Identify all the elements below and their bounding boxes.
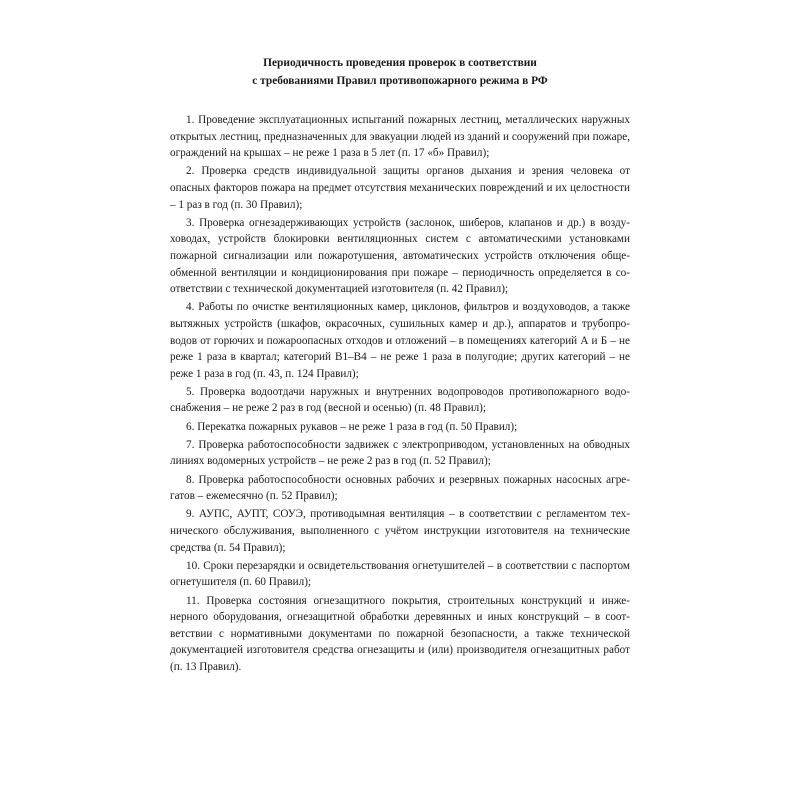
list-item-2: 2. Проверка средств индивидуальной защиты органов дыхания и зрения человека от опасных факторов пожара на предмет отсутствия механических повреждений и их целостности – 1 раз в год (п. 30 Правил); [170, 165, 630, 211]
list-item-10: 10. Сроки перезарядки и освидетельствования огнетушителей – в соответствии с паспортом огнетушителя (п. 60 Правил); [170, 559, 630, 589]
document-page [170, 54, 630, 677]
list-item-5: 5. Проверка водоотдачи наружных и внутренних водопроводов противопожарного водоснабжения – не реже 2 раз в год (весной и осенью) (п. 48 Правил); [170, 385, 630, 415]
list-item-7: 7. Проверка работоспособности задвижек с электроприводом, установленных на обводных линиях водомерных устройств – не реже 2 раз в год (п. 52 Правил); [170, 438, 630, 468]
list-item-3: 3. Проверка огнезадерживающих устройств (заслонок, шиберов, клапанов и др.) в воздуховодах, устройств блокировки вентиляционных систем с автоматическими установками пожарной сигнализации или пожаротушения, автоматических устройств отключения общеобменной вентиляции и кондиционирования при пожаре – периодичность определяется в соответствии с технической документацией изготовителя (п. 42 Правил); [170, 216, 630, 296]
title-line-2: с требованиями Правил противопожарного режима в РФ [252, 75, 548, 87]
list-item-4: 4. Работы по очистке вентиляционных камер, циклонов, фильтров и воздуховодов, а также вытяжных устройств (шкафов, окрасочных, сушильных камер и др.), аппаратов и трубопроводов от горючих и пожароопасных отходов и отложений – в помещениях категорий А и Б – не реже 1 раза в квартал; категорий В1–В4 – не реже 1 раза в полугодие; других категорий – не реже 1 раза в год (п. 43, п. 124 Правил); [170, 301, 630, 380]
document-title [170, 54, 630, 90]
list-item-11: 11. Проверка состояния огнезащитного покрытия, строительных конструкций и инженерного оборудования, огнезащитной обработки деревянных и иных конструкций – в соответствии с нормативными документами по пожарной безопасности, а также технической документацией изготовителя средства огнезащиты и (или) производителя огнезащитных работ (п. 13 Правил). [170, 594, 630, 673]
inspection-list [170, 112, 630, 676]
list-item-9: 9. АУПС, АУПТ, СОУЭ, противодымная вентиляция – в соответствии с регламентом технического обслуживания, выполненного с учётом инструкции изготовителя на технические средства (п. 54 Правил); [170, 508, 630, 554]
list-item-8: 8. Проверка работоспособности основных рабочих и резервных пожарных насосных агрегатов – ежемесячно (п. 52 Правил); [170, 473, 630, 503]
list-item-6: 6. Перекатка пожарных рукавов – не реже 1 раза в год (п. 50 Правил); [186, 420, 518, 433]
title-line-1: Периодичность проведения проверок в соответствии [263, 57, 537, 69]
list-item-1: 1. Проведение эксплуатационных испытаний пожарных лестниц, металлических наружных открытых лестниц, предназначенных для эвакуации людей из зданий и сооружений при пожаре, ограждений на крышах – не реже 1 раза в 5 лет (п. 17 «б» Правил); [170, 114, 630, 160]
